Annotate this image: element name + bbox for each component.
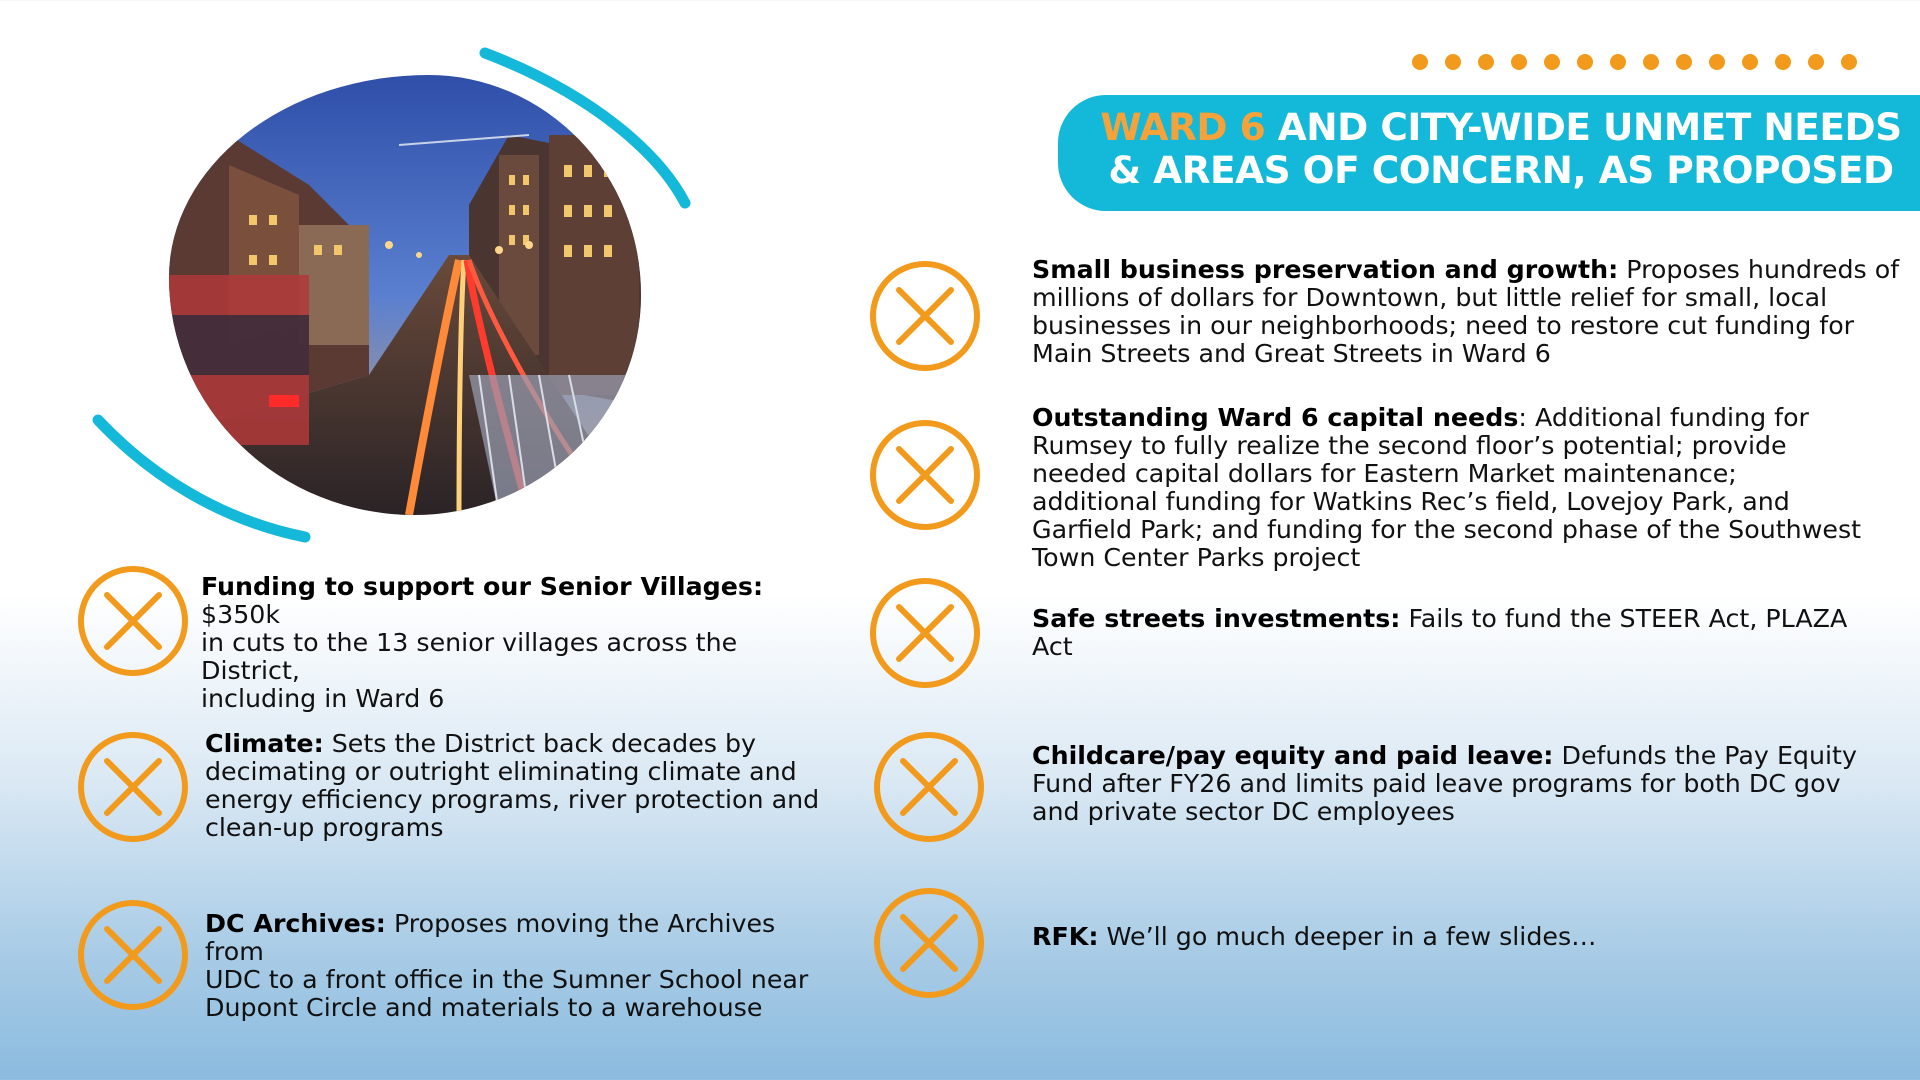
concern-line: Sets the District back decades by (323, 729, 757, 758)
dot (1709, 54, 1725, 70)
dot (1412, 54, 1428, 70)
x-circle-icon (872, 730, 986, 844)
x-circle-icon (872, 886, 986, 1000)
concern-line: Fails to fund the STEER Act, PLAZA (1400, 604, 1848, 633)
concern-line: Rumsey to fully realize the second floor’s potential; provide (1032, 431, 1787, 460)
dot (1742, 54, 1758, 70)
concern-line: millions of dollars for Downtown, but little relief for small, local (1032, 283, 1828, 312)
dot (1775, 54, 1791, 70)
concern-heading: DC Archives: (205, 909, 386, 938)
concern-line: including in Ward 6 (201, 684, 445, 713)
concern-text (1032, 605, 1902, 661)
concern-line: Proposes hundreds of (1618, 255, 1900, 284)
concern-line: UDC to a front office in the Sumner School near (205, 965, 809, 994)
dot (1445, 54, 1461, 70)
x-circle-icon (76, 898, 190, 1012)
title-accent: WARD 6 (1100, 105, 1266, 149)
concern-text (1032, 742, 1902, 826)
slide-title (1082, 106, 1920, 192)
concern-line: additional funding for Watkins Rec’s field, Lovejoy Park, and (1032, 487, 1790, 516)
concern-text (205, 730, 825, 842)
concern-text (1032, 256, 1902, 368)
concern-line: in cuts to the 13 senior villages across the District, (201, 628, 738, 685)
dot (1511, 54, 1527, 70)
dot (1544, 54, 1560, 70)
concern-line: energy efficiency programs, river protection and (205, 785, 820, 814)
concern-line: Main Streets and Great Streets in Ward 6 (1032, 339, 1551, 368)
concern-text (1032, 404, 1902, 572)
x-circle-icon (868, 259, 982, 373)
concern-line: Fund after FY26 and limits paid leave programs for both DC gov (1032, 769, 1841, 798)
concern-heading: Climate: (205, 729, 324, 758)
city-photo (90, 45, 710, 565)
concern-line: needed capital dollars for Eastern Market maintenance; (1032, 459, 1737, 488)
concern-line: : Additional funding for (1518, 403, 1809, 432)
concern-heading: Outstanding Ward 6 capital needs (1032, 403, 1519, 432)
concern-text (205, 910, 825, 1022)
dot (1676, 54, 1692, 70)
x-circle-icon (76, 564, 190, 678)
concern-line: clean-up programs (205, 813, 444, 842)
concern-heading: Funding to support our Senior Villages: (201, 572, 764, 601)
concern-line: $350k (201, 600, 281, 629)
concern-line: Dupont Circle and materials to a warehouse (205, 993, 763, 1022)
concern-line: businesses in our neighborhoods; need to restore cut funding for (1032, 311, 1855, 340)
concern-line: and private sector DC employees (1032, 797, 1455, 826)
concern-line: decimating or outright eliminating climate and (205, 757, 797, 786)
title-line2: & AREAS OF CONCERN, AS PROPOSED (1108, 148, 1894, 192)
concern-line: Proposes moving the Archives from (205, 909, 776, 966)
dot (1610, 54, 1626, 70)
concern-heading: Small business preservation and growth: (1032, 255, 1619, 284)
x-circle-icon (76, 730, 190, 844)
dot (1577, 54, 1593, 70)
concern-text (201, 573, 821, 713)
x-circle-icon (868, 576, 982, 690)
concern-line: Town Center Parks project (1032, 543, 1361, 572)
dot (1841, 54, 1857, 70)
decorative-dots (1412, 54, 1857, 70)
dot (1478, 54, 1494, 70)
concern-heading: Safe streets investments: (1032, 604, 1401, 633)
concern-heading: Childcare/pay equity and paid leave: (1032, 741, 1554, 770)
concern-line: Defunds the Pay Equity (1553, 741, 1857, 770)
concern-text (1032, 923, 1902, 951)
concern-line: Garfield Park; and funding for the second phase of the Southwest (1032, 515, 1862, 544)
concern-heading: RFK: (1032, 922, 1099, 951)
concern-line: Act (1032, 632, 1073, 661)
title-line1: AND CITY-WIDE UNMET NEEDS (1265, 105, 1902, 149)
concern-line: We’ll go much deeper in a few slides… (1098, 922, 1597, 951)
dot (1808, 54, 1824, 70)
x-circle-icon (868, 418, 982, 532)
dot (1643, 54, 1659, 70)
